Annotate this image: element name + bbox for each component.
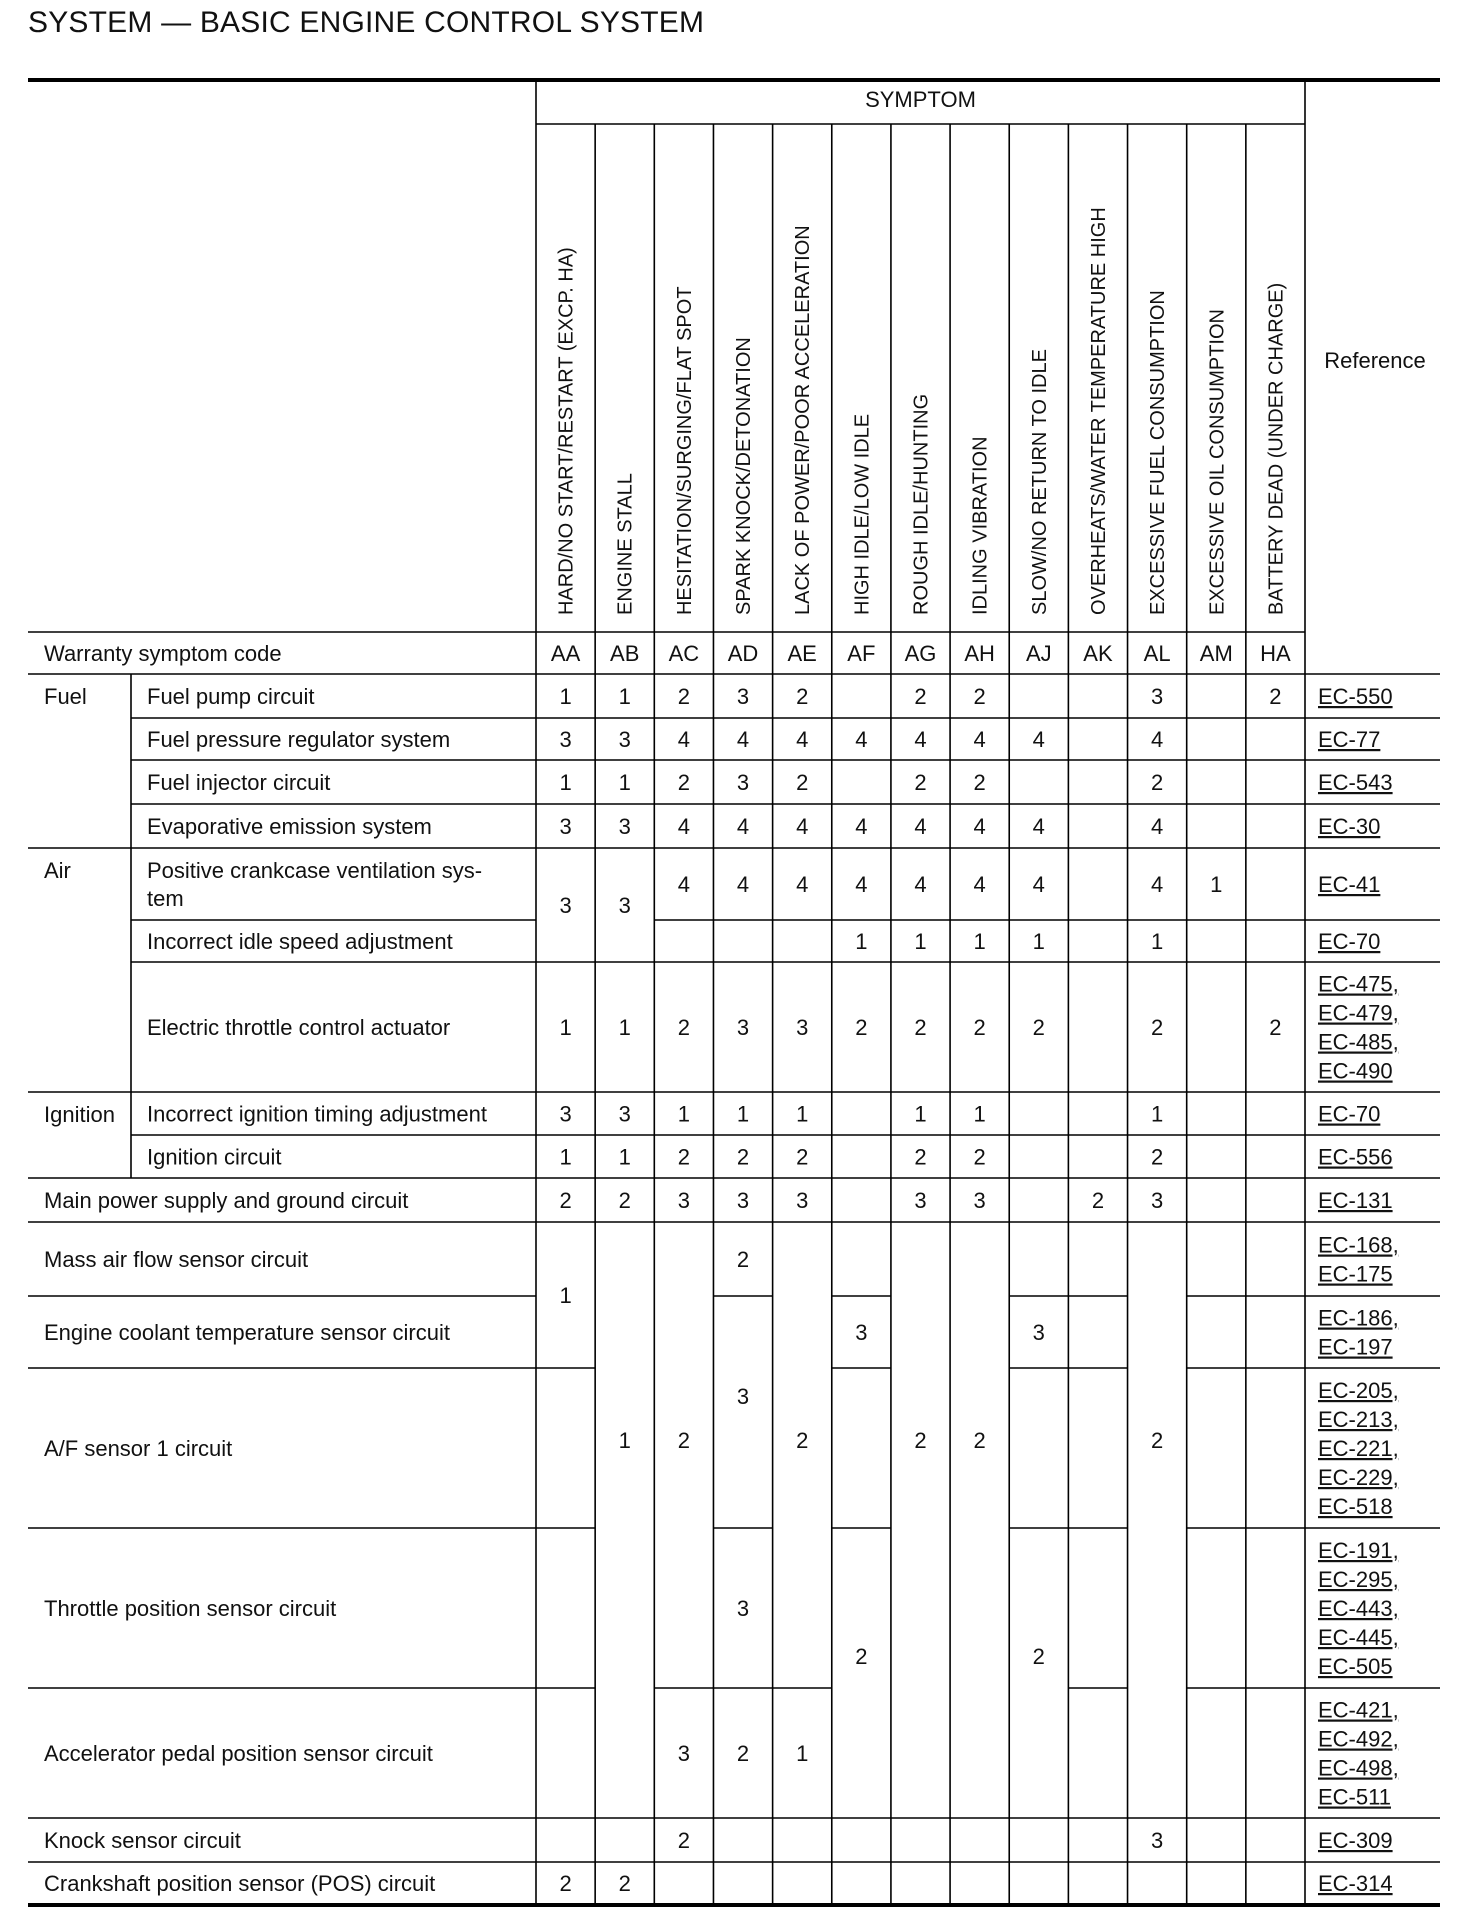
cell-value: 3 [559,1101,572,1127]
group-label-fuel: Fuel [44,684,87,709]
reference-link[interactable]: EC-498, [1318,1755,1399,1781]
row-label: Incorrect ignition timing adjustment [147,1101,487,1127]
cell-value: 1 [677,1101,691,1127]
cell-value: 2 [677,1428,691,1453]
cell-value: 4 [736,727,750,752]
row-label: Positive crankcase ventilation sys- [147,858,483,883]
cell-value: 3 [1032,1320,1045,1345]
symptom-code-ak: AK [1083,641,1113,666]
symptom-header-aj: SLOW/NO RETURN TO IDLE [1028,349,1051,615]
reference-link[interactable]: EC-70 [1318,1101,1381,1127]
reference-link[interactable]: EC-485, [1318,1029,1399,1055]
reference-link[interactable]: EC-445, [1318,1625,1399,1650]
cell-value: 3 [559,727,572,752]
symptom-header-ad: SPARK KNOCK/DETONATION [733,337,756,615]
cell-value: 3 [973,1188,986,1213]
reference-link[interactable]: EC-197 [1318,1334,1393,1360]
cell-value: 1 [1032,929,1045,954]
symptom-code-ha: HA [1260,641,1291,666]
reference-link[interactable]: EC-70 [1318,929,1381,954]
symptom-header-af: HIGH IDLE/LOW IDLE [851,413,874,615]
symptom-header-ah: IDLING VIBRATION [969,436,992,615]
cell-value: 1 [559,1283,572,1308]
cell-value: 4 [677,727,691,752]
symptom-code-ag: AG [904,641,937,666]
symptom-header-al: EXCESSIVE FUEL CONSUMPTION [1147,290,1170,615]
reference-link[interactable]: EC-479, [1318,1000,1399,1026]
cell-value: 1 [618,1015,631,1040]
cell-value: 2 [1032,1015,1045,1040]
reference-link[interactable]: EC-131 [1318,1188,1393,1213]
symptom-code-ah: AH [964,641,995,666]
cell-value: 2 [1150,1428,1164,1453]
reference-link[interactable]: EC-550 [1318,684,1393,709]
cell-value: 1 [559,684,572,709]
symptom-header-ag: ROUGH IDLE/HUNTING [910,393,933,615]
row-label: Fuel injector circuit [147,770,331,795]
row-label: tem [147,886,184,911]
cell-value: 2 [736,1144,750,1170]
cell-value: 4 [914,814,927,839]
reference-link[interactable]: EC-221, [1318,1436,1399,1461]
reference-link[interactable]: EC-543 [1318,770,1393,795]
cell-value: 2 [914,1428,927,1453]
cell-value: 4 [677,814,691,839]
group-label-air: Air [44,858,71,883]
row-label: Evaporative emission system [147,814,432,839]
symptom-header-ae: LACK OF POWER/POOR ACCELERATION [792,225,815,615]
cell-value: 3 [1150,684,1164,709]
cell-value: 3 [736,1384,750,1409]
cell-value: 2 [559,1188,572,1213]
reference-link[interactable]: EC-295, [1318,1567,1399,1592]
reference-link[interactable]: EC-175 [1318,1261,1393,1287]
reference-link[interactable]: EC-505 [1318,1654,1393,1679]
cell-value: 2 [559,1871,572,1896]
reference-link[interactable]: EC-41 [1318,872,1381,897]
cell-value: 2 [1150,1015,1164,1040]
cell-value: 1 [618,770,631,795]
reference-link[interactable]: EC-30 [1318,814,1381,839]
symptom-header-ak: OVERHEATS/WATER TEMPERATURE HIGH [1087,207,1110,615]
reference-link[interactable]: EC-229, [1318,1465,1399,1490]
row-label: Electric throttle control actuator [147,1015,451,1040]
cell-value: 2 [677,684,691,709]
cell-value: 1 [973,1101,986,1127]
cell-value: 4 [973,814,986,839]
cell-value: 3 [736,1596,750,1621]
cell-value: 1 [736,1101,750,1127]
reference-link[interactable]: EC-475, [1318,971,1399,997]
cell-value: 2 [973,684,986,709]
cell-value: 2 [796,1144,809,1170]
cell-value: 1 [796,1101,809,1127]
cell-value: 3 [736,684,750,709]
row-label: Fuel pressure regulator system [147,727,451,752]
symptom-code-am: AM [1199,641,1233,666]
cell-value: 4 [855,814,868,839]
cell-value: 3 [618,727,631,752]
cell-value: 3 [618,893,631,918]
symptom-header: SYMPTOM [865,87,976,112]
cell-value: 3 [855,1320,868,1345]
reference-link[interactable]: EC-492, [1318,1726,1399,1752]
cell-value: 4 [736,872,750,897]
row-label: Engine coolant temperature sensor circuit [44,1320,450,1345]
cell-value: 4 [1150,727,1164,752]
cell-value: 2 [1032,1644,1045,1669]
cell-value: 2 [1091,1188,1105,1213]
symptom-header-ha: BATTERY DEAD (UNDER CHARGE) [1265,282,1288,615]
cell-value: 2 [973,1428,986,1453]
reference-link[interactable]: EC-205, [1318,1378,1399,1403]
cell-value: 1 [559,770,572,795]
cell-value: 1 [559,1144,572,1170]
cell-value: 4 [914,872,927,897]
row-label: A/F sensor 1 circuit [44,1436,233,1461]
cell-value: 2 [914,770,927,795]
row-label: Ignition circuit [147,1144,282,1170]
cell-value: 4 [1150,872,1164,897]
symptom-code-ad: AD [727,641,759,666]
row-label: Throttle position sensor circuit [44,1596,337,1621]
symptom-header-ac: HESITATION/SURGING/FLAT SPOT [673,286,696,615]
symptom-code-aa: AA [550,641,581,666]
row-label: Incorrect idle speed adjustment [147,929,453,954]
cell-value: 4 [914,727,927,752]
cell-value: 2 [1269,1015,1282,1040]
cell-value: 4 [973,872,986,897]
symptom-code-ae: AE [787,641,817,666]
cell-value: 1 [855,929,868,954]
cell-value: 2 [973,770,986,795]
cell-value: 4 [796,727,809,752]
cell-value: 2 [618,1871,631,1896]
cell-value: 2 [914,1015,927,1040]
cell-value: 2 [914,1144,927,1170]
cell-value: 4 [973,727,986,752]
cell-value: 2 [1150,770,1164,795]
cell-value: 1 [559,1015,572,1040]
cell-value: 4 [1150,814,1164,839]
page-title: SYSTEM — BASIC ENGINE CONTROL SYSTEM [28,6,705,39]
symptom-code-ab: AB [610,641,640,666]
cell-value: 3 [736,1188,750,1213]
cell-value: 4 [855,872,868,897]
cell-value: 2 [677,770,691,795]
cell-value: 1 [973,929,986,954]
cell-value: 3 [796,1015,809,1040]
cell-value: 2 [677,1828,691,1853]
symptom-code-ac: AC [668,641,700,666]
cell-value: 3 [796,1188,809,1213]
cell-value: 3 [677,1188,691,1213]
reference-link[interactable]: EC-556 [1318,1144,1393,1170]
cell-value: 1 [1150,929,1164,954]
symptom-code-aj: AJ [1025,641,1052,666]
reference-link[interactable]: EC-186, [1318,1305,1399,1331]
cell-value: 2 [736,1741,750,1766]
reference-link[interactable]: EC-314 [1318,1871,1393,1896]
cell-value: 2 [796,1428,809,1453]
reference-link[interactable]: EC-191, [1318,1538,1399,1563]
reference-link[interactable]: EC-168, [1318,1232,1399,1258]
cell-value: 2 [973,1144,986,1170]
warranty-symptom-code-label: Warranty symptom code [44,641,282,666]
cell-value: 2 [677,1144,691,1170]
row-label: Crankshaft position sensor (POS) circuit [44,1871,436,1896]
reference-link[interactable]: EC-443, [1318,1596,1399,1621]
row-label: Fuel pump circuit [147,684,315,709]
symptom-header-am: EXCESSIVE OIL CONSUMPTION [1206,309,1229,615]
cell-value: 4 [1032,872,1045,897]
reference-link[interactable]: EC-77 [1318,727,1381,752]
cell-value: 2 [855,1644,868,1669]
cell-value: 2 [618,1188,631,1213]
cell-value: 3 [1150,1828,1164,1853]
cell-value: 2 [796,770,809,795]
cell-value: 1 [914,929,927,954]
cell-value: 4 [796,814,809,839]
cell-value: 2 [677,1015,691,1040]
cell-value: 3 [1150,1188,1164,1213]
cell-value: 3 [618,1101,631,1127]
row-label: Main power supply and ground circuit [44,1188,409,1213]
cell-value: 3 [736,1015,750,1040]
cell-value: 2 [1150,1144,1164,1170]
cell-value: 2 [914,684,927,709]
cell-value: 3 [677,1741,691,1766]
cell-value: 2 [855,1015,868,1040]
cell-value: 4 [736,814,750,839]
cell-value: 2 [1269,684,1282,709]
reference-link[interactable]: EC-490 [1318,1058,1393,1084]
cell-value: 2 [736,1247,750,1272]
symptom-header-aa: HARD/NO START/RESTART (EXCP. HA) [555,247,578,615]
cell-value: 4 [1032,814,1045,839]
reference-link[interactable]: EC-518 [1318,1494,1393,1519]
symptom-code-af: AF [847,641,876,666]
cell-value: 3 [559,893,572,918]
cell-value: 4 [677,872,691,897]
group-label-ignition: Ignition [44,1102,115,1127]
row-label: Accelerator pedal position sensor circuit [44,1741,433,1766]
cell-value: 1 [618,684,631,709]
cell-value: 4 [1032,727,1045,752]
cell-value: 3 [914,1188,927,1213]
cell-value: 3 [559,814,572,839]
symptom-code-al: AL [1143,641,1171,666]
cell-value: 1 [618,1144,631,1170]
cell-value: 1 [914,1101,927,1127]
cell-value: 1 [796,1741,809,1766]
reference-link[interactable]: EC-309 [1318,1828,1393,1853]
symptom-header-ab: ENGINE STALL [614,473,637,615]
reference-link[interactable]: EC-511 [1318,1784,1391,1810]
cell-value: 4 [796,872,809,897]
cell-value: 2 [796,684,809,709]
cell-value: 3 [618,814,631,839]
row-label: Knock sensor circuit [44,1828,241,1853]
cell-value: 1 [1210,872,1223,897]
row-label: Mass air flow sensor circuit [44,1247,309,1272]
reference-link[interactable]: EC-421, [1318,1697,1399,1723]
cell-value: 2 [973,1015,986,1040]
reference-link[interactable]: EC-213, [1318,1407,1399,1432]
cell-value: 1 [1150,1101,1164,1127]
cell-value: 3 [736,770,750,795]
cell-value: 1 [618,1428,631,1453]
reference-header: Reference [1324,348,1426,373]
cell-value: 4 [855,727,868,752]
